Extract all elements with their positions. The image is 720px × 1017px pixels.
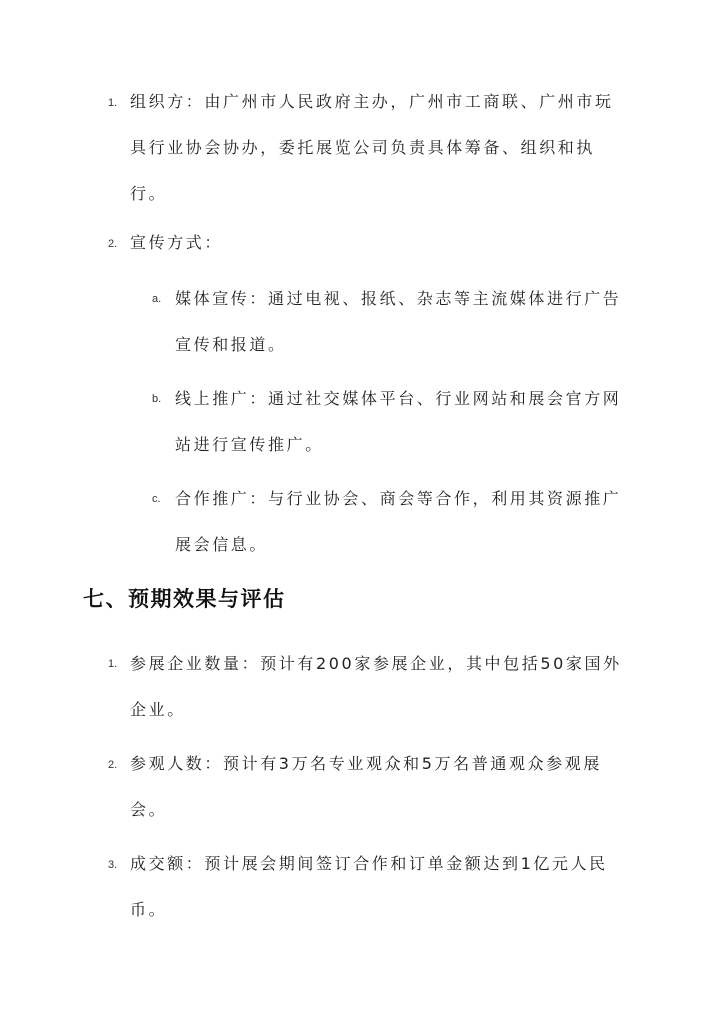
sub-list-marker: b. xyxy=(152,393,162,405)
sub-list-item-text: 媒体宣传：通过电视、报纸、杂志等主流媒体进行广告宣传和报道。 xyxy=(175,289,622,354)
list-marker: 1. xyxy=(108,658,118,670)
list-item-text: 成交额：预计展会期间签订合作和订单金额达到1亿元人民币。 xyxy=(130,854,608,919)
section-heading: 七、预期效果与评估 xyxy=(83,587,286,611)
list-item-text: 组织方：由广州市人民政府主办，广州市工商联、广州市玩具行业协会协办，委托展览公司负责具体筹备、组织和执行。 xyxy=(130,92,614,203)
sub-list-marker: c. xyxy=(152,493,161,505)
list-marker: 2. xyxy=(108,238,118,250)
list-item-text: 参观人数：预计有3万名专业观众和5万名普通观众参观展会。 xyxy=(130,754,602,819)
list-marker: 2. xyxy=(108,759,118,771)
sub-list-marker: a. xyxy=(152,293,162,305)
list-item-text: 参展企业数量：预计有200家参展企业，其中包括50家国外企业。 xyxy=(130,654,622,719)
list-marker: 3. xyxy=(108,859,118,871)
list-item-text: 宣传方式： xyxy=(130,233,224,252)
list-marker: 1. xyxy=(108,97,118,109)
sub-list-item-text: 线上推广：通过社交媒体平台、行业网站和展会官方网站进行宣传推广。 xyxy=(175,389,622,454)
sub-list-item-text: 合作推广：与行业协会、商会等合作，利用其资源推广展会信息。 xyxy=(175,489,622,554)
